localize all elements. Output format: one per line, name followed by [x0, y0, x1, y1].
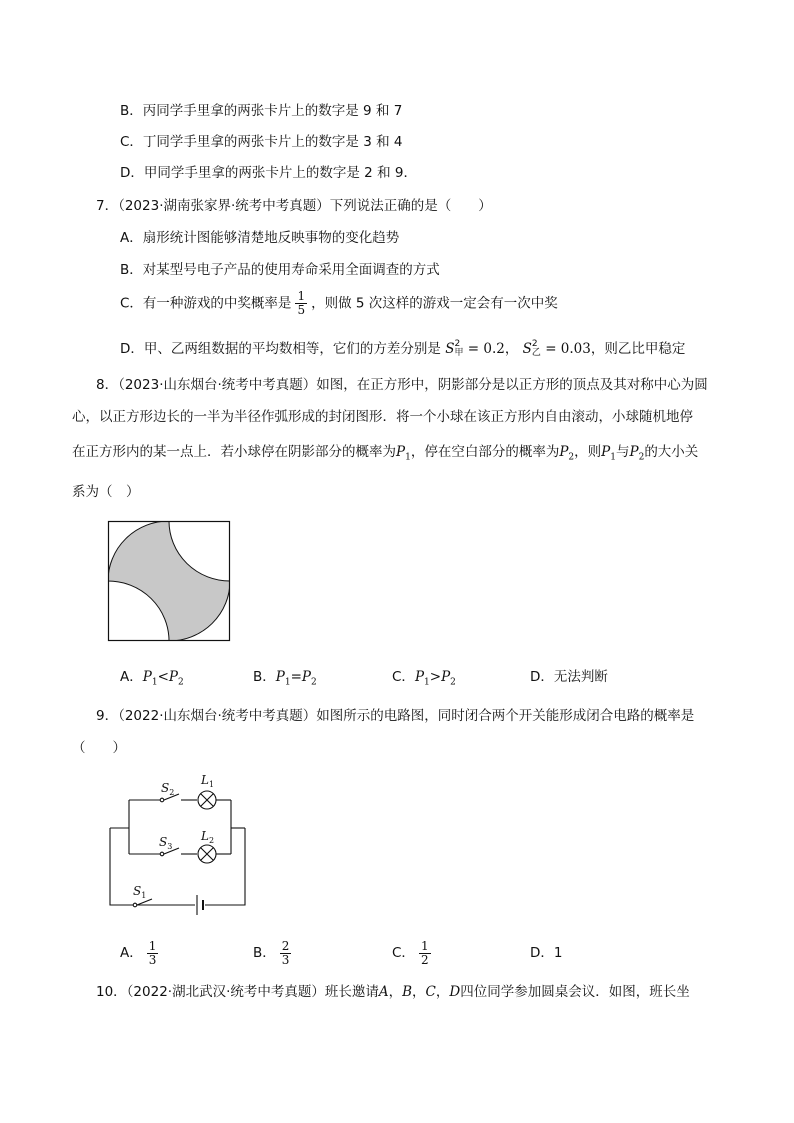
- q8-choice-b[interactable]: B．$P_1=P_2$: [253, 669, 317, 688]
- label-s3: $S_3$: [159, 835, 173, 851]
- q9-stem-line-2: （ ）: [72, 740, 126, 756]
- switch-s3-left-contact: [160, 852, 164, 856]
- q7-option-b: B．对某型号电子产品的使用寿命采用全面调查的方式: [120, 262, 440, 278]
- q9-choice-a[interactable]: A． $\frac{1}{3}$: [120, 938, 157, 967]
- lamp-l2-cross: [201, 848, 214, 861]
- switch-s1-left-contact: [133, 903, 137, 907]
- label-l2: $L_2$: [201, 829, 215, 845]
- q8-choice-c[interactable]: C．$P_1>P_2$: [392, 669, 456, 688]
- fraction-one-fifth: $\frac{1}{5}$: [297, 289, 306, 317]
- q9-circuit-diagram: [105, 770, 255, 915]
- q9-choice-d[interactable]: D．1: [530, 945, 563, 961]
- label-s1: $S_1$: [133, 884, 147, 900]
- switch-s2-left-contact: [160, 798, 164, 802]
- q8-stem-line-4: 系为（ ）: [72, 484, 140, 500]
- circuit-left-rail: [110, 828, 195, 905]
- label-l1: $L_1$: [201, 773, 215, 789]
- q7-option-d: D．甲、乙两组数据的平均数相等，它们的方差分别是 S 2 甲 = 0.2， S 2 乙 = 0.03，则乙比甲稳定: [120, 339, 686, 358]
- shaded-region: [108, 521, 230, 641]
- q6-option-c: C．丁同学手里拿的两张卡片上的数字是 3 和 4: [120, 134, 403, 150]
- q8-choice-d[interactable]: D．无法判断: [530, 669, 608, 685]
- q7-option-a: A．扇形统计图能够清楚地反映事物的变化趋势: [120, 230, 400, 246]
- q8-choice-a[interactable]: A．$P_1<P_2$: [120, 669, 184, 688]
- q8-stem-line-2: 心，以正方形边长的一半为半径作弧形成的封闭图形．将一个小球在该正方形内自由滚动，小球随机地停: [72, 409, 693, 425]
- label-s2: $S_2$: [161, 781, 175, 797]
- q10-stem-line-1: 10．（2022·湖北武汉·统考中考真题）班长邀请A，B，C，D四位同学参加圆桌会议．如图，班长坐: [96, 984, 690, 1000]
- q6-option-b: B．丙同学手里拿的两张卡片上的数字是 9 和 7: [120, 103, 403, 119]
- q8-square-figure: [108, 521, 232, 643]
- q6-option-d: D．甲同学手里拿的两张卡片上的数字是 2 和 9．: [120, 165, 417, 181]
- lamp-l1-cross: [201, 794, 214, 807]
- q8-stem-line-1: 8．（2023·山东烟台·统考中考真题）如图，在正方形中，阴影部分是以正方形的顶点及其对称中心为圆: [96, 377, 708, 393]
- q9-stem-line-1: 9．（2022·山东烟台·统考中考真题）如图所示的电路图，同时闭合两个开关能形成闭合电路的概率是: [96, 708, 695, 724]
- q7-stem: 7．（2023·湖南张家界·统考中考真题）下列说法正确的是（ ）: [96, 198, 492, 214]
- q9-choice-b[interactable]: B． $\frac{2}{3}$: [253, 938, 290, 967]
- q7-option-c: C．有一种游戏的中奖概率是 $\frac{1}{5}$ ，则做 5 次这样的游戏一定会有一次中奖: [120, 289, 558, 317]
- q9-choice-c[interactable]: C． $\frac{1}{2}$: [392, 938, 429, 967]
- q8-stem-line-3: 在正方形内的某一点上．若小球停在阴影部分的概率为$P_1$，停在空白部分的概率为$P_2$，则$P_1$与$P_2$的大小关: [72, 444, 699, 463]
